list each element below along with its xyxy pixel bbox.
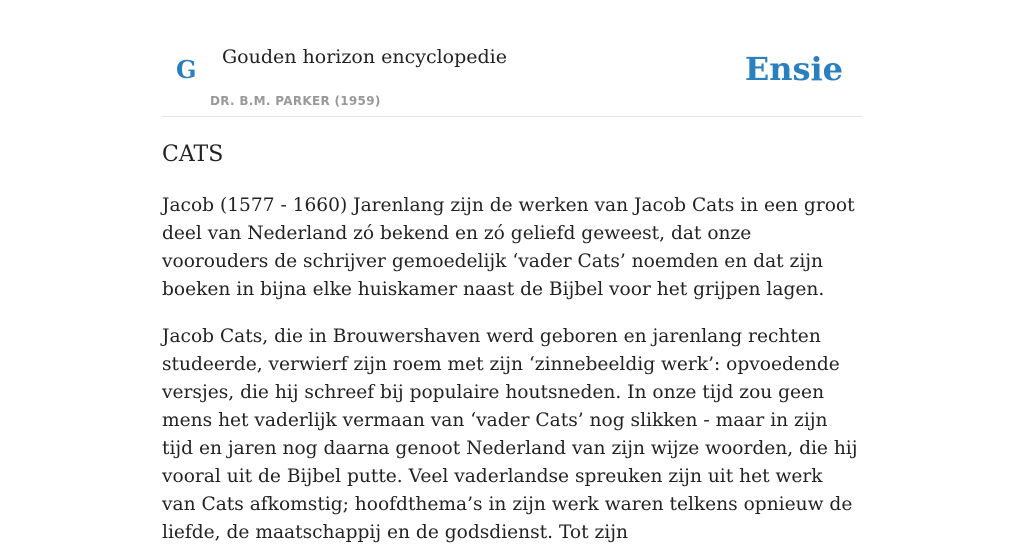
article-paragraph-1: Jacob (1577 - 1660) Jarenlang zijn de werken van Jacob Cats in een groot deel van Nederland zó bekend en zó geliefd geweest, dat onze voorouders de schrijver gemoedelijk ‘vader Cats’ noemden en dat zijn boeken in bijna elke huiskamer naast de Bijbel voor het grijpen lagen. bbox=[162, 195, 855, 300]
book-title-link[interactable]: Gouden horizon encyclopedie bbox=[222, 46, 507, 68]
article-paragraph-2: Jacob Cats, die in Brouwershaven werd geboren en jarenlang rechten studeerde, verwierf zijn roem met zijn ‘zinnebeeldig werk’: opvoedende versjes, die hij schreef bij populaire houtsneden. In onze tijd zou geen mens het vaderlijk vermaan van ‘vader Cats’ nog slikken - maar in zijn tijd en jaren nog daarna genoot Nederland van zijn wijze woorden, die hij vooral uit de Bijbel putte. Veel vaderlandse spreuken zijn uit het werk van Cats afkomstig; hoofdthema’s in zijn werk waren telkens opnieuw de liefde, de maatschappij en de godsdienst. Tot zijn bbox=[162, 326, 858, 543]
book-logo-icon[interactable]: G bbox=[176, 55, 197, 84]
site-header bbox=[162, 0, 862, 117]
entry-title: CATS bbox=[162, 142, 224, 167]
book-author: DR. B.M. PARKER (1959) bbox=[210, 94, 381, 108]
article-body bbox=[162, 139, 862, 547]
ensie-logo-link[interactable]: Ensie bbox=[744, 50, 843, 88]
